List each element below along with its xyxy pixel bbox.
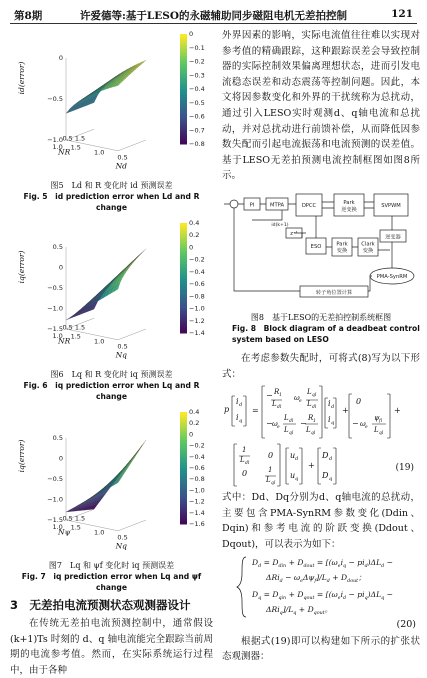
figure-7 [10,406,213,593]
colorbar-tick-label: −1.2 [189,497,205,506]
colorbar-tick-label: −0.3 [189,71,205,80]
y-tick-label: 1.0 [52,522,63,531]
x-axis-title: Nq [115,350,127,360]
svg-text:dl: dl [277,405,282,411]
surface-plot-7 [10,406,213,556]
svg-text:fl: fl [379,419,383,425]
svpwm-label: SVPWM [381,202,401,209]
colorbar-tick-label: −1.6 [189,520,205,528]
x-axis-title: Nd [115,161,127,171]
svg-text:q: q [295,476,299,483]
colorbar-tick-label: −0.1 [189,43,205,52]
z-tick-label: −1.0 [47,495,63,504]
equation-20-graphic [222,553,420,623]
svg-text:L: L [307,388,312,397]
x-tick-label: 0.5 [117,533,128,542]
colorbar-tick-label: 0 [189,430,194,439]
svg-text:d: d [239,402,243,409]
svg-text:ψ: ψ [374,414,380,423]
x-tick-label: 1.0 [94,528,105,537]
colorbar-tick-label: −1.0 [189,304,205,313]
equation-19-graphic [222,382,420,490]
y-axis-title: NR [58,147,71,157]
svg-text:L: L [272,400,277,409]
svg-text:ω: ω [360,420,366,429]
colorbar [180,408,205,528]
figure-7-caption-cn: 图7 Lq 和 ψf 变化时 iq 预测误差 [48,561,175,570]
pi-label: PI [249,202,255,209]
surface-plot-6 [10,217,213,365]
svg-text:e: e [277,425,280,431]
motor-label: PMA-SynRM [376,273,408,280]
svg-text:ω: ω [272,420,278,429]
svg-text:e: e [365,425,368,431]
dpcc-label: DPCC [301,202,317,209]
svg-text:1: 1 [268,466,273,475]
svg-text:i: i [328,399,331,409]
z-tick-label: −1.0 [47,304,63,313]
z-tick-label: −1.5 [47,325,63,333]
z-tick-label: −1.5 [47,516,63,524]
x-tick-label: 0.5 [117,342,128,351]
running-title: 许爱德等:基于LESO的永磁辅助同步磁阻电机无差拍控制 [80,10,347,22]
colorbar-tick-label: −0.6 [189,112,205,121]
svg-text:dl: dl [245,461,250,467]
svg-text:p: p [224,405,230,415]
x-tick-label: 1.5 [70,143,81,152]
park-label: Park [336,241,348,248]
svg-text:−: − [352,419,359,429]
svg-text:R: R [308,414,314,423]
z-axis-title: id(error) [17,61,26,95]
x-tick-label: 1.0 [94,148,105,157]
clark-label: Clark [361,241,375,248]
left-column [10,28,213,678]
colorbar-tick-label: −0.6 [189,464,205,472]
surface [66,249,146,320]
issue-number: 第8期 [14,10,43,22]
z-tick-label: −0.5 [47,95,63,103]
page-number: 121 [391,8,413,20]
right-paragraph-2: 在考虑参数失配时，可将式(8)写为以下形式： [222,352,420,380]
svg-text:R: R [274,388,280,397]
delay-label: z⁻¹ [290,230,298,237]
colorbar-tick-label: −1.2 [189,316,205,325]
figure-8-caption-en: Fig. 8 Block diagram of a deadbeat control system based on LESO [232,323,420,344]
figure-8-caption-cn: 图8 基于LESO的无差拍控制系统框图 [250,312,392,322]
figure-5-caption-cn: 图5 Ld 和 R 变化时 id 预测误差 [50,181,173,190]
park-inverse-label-2: 逆变换 [341,206,357,213]
svg-text:L: L [240,456,245,465]
y-tick-label: 1.0 [52,331,63,340]
svg-text:i: i [328,415,331,425]
z-tick-label: −1.0 [47,136,63,144]
svg-text:L: L [306,426,311,435]
svg-text:−: − [266,391,273,401]
right-column [222,28,420,665]
figure-5-caption-en: Fig. 5 id prediction error when Ld and R change [23,192,200,212]
colorbar-tick-label: −1.0 [189,486,205,495]
svg-text:ql: ql [312,393,317,399]
x-tick-label: 1.5 [70,332,81,341]
svg-text:d: d [331,404,335,411]
svg-text:L: L [266,476,271,485]
colorbar-tick-label: 0.4 [189,408,200,416]
colorbar-tick-label: −1.4 [189,508,205,517]
z-tick-label: 0.5 [52,243,63,251]
colorbar-tick-label: −0.7 [189,126,205,135]
equation-20 [222,553,420,623]
colorbar-tick-label: −0.4 [189,452,205,461]
equation-20-number: (20) [396,618,416,630]
svg-text:D: D [322,451,329,461]
x-axis-title: Nq [115,541,127,551]
svg-text:+: + [308,461,315,471]
colorbar-tick-label: −0.8 [189,292,205,301]
svg-text:+: + [342,406,349,416]
y-tick-label: 0.5 1.5 [62,514,86,523]
block-diagram [222,190,420,308]
svg-text:q: q [331,420,335,427]
svg-text:d: d [295,456,299,463]
colorbar-tick-label: −0.4 [189,85,205,93]
colorbar-tick-label: −0.6 [189,280,205,289]
equation-19 [222,382,420,490]
header-rule [10,23,417,24]
colorbar-tick-label: 0 [189,30,194,38]
page-header [14,8,413,22]
id-next-label: id(k+1) [271,222,289,228]
svg-text:u: u [290,451,296,461]
svg-text:q: q [239,418,243,425]
svg-text:ql: ql [289,431,294,437]
svg-text:i: i [236,397,239,407]
y-axis-title: Nψ [58,527,71,537]
svg-text:Dq = Dqin + Dqout = [(ωeid − p: $D_q = D_{qin} + D_{qout} = [(\omega_ei_d - pi_q)\Delta L_q$ − [252,589,394,601]
colorbar-tick-label: −0.2 [189,255,205,264]
right-paragraph-1: 外界因素的影响，实际电流值往往难以实现对参考值的精确跟踪，这种跟踪误差会导致控制器的实际控制效果偏离理想状态，进而引发电流稳态误差和动态震荡等控制问题。因此，本文将因参数变化和外界的干扰统称为总扰动，通过引入LESO实时观测d、q轴电流和总扰动，并对总扰动进行前馈补偿，从而降低因参数失配而引起电流振荡和电流预测的误差值。基于LESO无差拍预测电流控制框图如图8所示。 [222,30,420,182]
colorbar-tick-label: 0 [189,243,194,252]
figure-5 [10,28,213,213]
z-tick-label: −0.5 [47,284,63,292]
svg-text:−: − [266,419,273,429]
eso-label: ESO [310,243,322,250]
svg-text:1: 1 [242,446,247,455]
colorbar-tick-label: −0.4 [189,267,205,276]
surface [66,60,146,113]
colorbar-tick-label: 0.2 [189,419,200,428]
svg-text:i: i [236,413,239,423]
svg-text:D: D [322,471,329,481]
svg-text:ql: ql [379,431,384,437]
svg-text:ΔRiq]/Lq + Dqout。: $\Delta Ri_q]/L_q + D_{qout}$。 [266,604,333,616]
figure-6-caption-cn: 图6 Lq 和 R 变化时 iq 预测误差 [50,370,173,379]
svg-text:−: − [300,419,307,429]
svg-text:+: + [394,406,401,416]
svg-text:L: L [307,400,312,409]
section-heading: 3 无差拍电流预测状态观测器设计 [10,598,191,612]
svg-text:0: 0 [356,397,362,407]
figure-6-caption-en: Fig. 6 iq prediction error when Lq and R change [23,381,200,401]
svg-text:dl: dl [312,405,317,411]
clark-label-2: 变换 [362,247,374,254]
z-axis-title: iq(error) [17,439,26,473]
surface [66,440,146,512]
z-tick-label: 0.5 [52,434,63,442]
park-inverse-label: Park [343,199,355,206]
svg-text:ql: ql [271,481,276,487]
colorbar-tick-label: −0.5 [189,98,205,107]
svg-text:L: L [374,426,379,435]
y-tick-label: 1.0 [52,142,63,151]
z-tick-label: −0.5 [47,475,63,483]
figure-8 [222,190,420,345]
x-tick-label: 1.5 [70,523,81,532]
mtpa-label: MTPA [270,202,284,209]
z-tick-label: 0 [58,54,63,62]
svg-text:=: = [252,406,259,416]
svg-text:dl: dl [289,419,294,425]
figure-6 [10,217,213,402]
svg-text:L: L [284,426,289,435]
colorbar-tick-label: −0.2 [189,441,205,450]
colorbar-tick-label: −1.4 [189,329,205,337]
x-tick-label: 0.5 [117,153,128,162]
colorbar-tick-label: 0.4 [189,219,200,227]
z-axis-title: iq(error) [17,250,26,284]
section-paragraph: 在传统无差拍电流预测控制中，通常假设(k+1)Ts 时刻的 d、q 轴电流能完全跟踪当前周期的电流参考值。然而，在实际系统运行过程中，由于各种 [10,618,213,676]
svg-text:1: 1 [279,393,282,399]
svg-text:e: e [299,399,302,405]
y-axis-title: NR [58,336,71,346]
svg-text:Dd = Ddin + Ddout = [(ωeiq − p: $D_d = D_{din} + D_{dout} = [(\omega_ei_q - pi_d)\Delta L_d$ − [252,557,394,569]
colorbar [180,30,205,148]
svg-text:L: L [284,414,289,423]
colorbar-tick-label: 0.2 [189,231,200,240]
colorbar [180,219,205,337]
colorbar-tick-label: −0.8 [189,140,205,148]
y-tick-label: 0.5 1.5 [62,323,86,332]
svg-text:d: d [329,456,333,463]
svg-text:q: q [329,476,333,483]
inverter-label: 逆变器 [385,234,401,241]
colorbar-tick-label: −0.2 [189,57,205,66]
svg-text:u: u [290,471,296,481]
y-tick-label: 0.5 1.5 [62,134,86,143]
sum-junction-speed [230,200,238,208]
right-paragraph-3: 式中：Dd、Dq分别为d、q轴电流的总扰动，主要包含PMA-SynRM参数变化(Ddin、Dqin)和参考电流的阶跃变换(Ddout、Dqout)，可以表示为如下： [222,492,420,550]
colorbar-tick-label: −0.8 [189,475,205,484]
z-tick-label: 0 [58,454,63,463]
svg-text:ΔRid − ωeΔψf]/Ld + Ddout；: $\Delta Ri_d - \omega_e\Delta\psi_f]/L_d + D_{dout}$； [266,572,366,584]
park-label-2: 变换 [336,247,348,254]
z-tick-label: 0 [58,263,63,272]
surface-plot-5 [10,28,213,176]
right-paragraph-4: 根据式(19)即可以构建如下所示的扩张状态观测器： [222,635,420,663]
x-tick-label: 1.0 [94,337,105,346]
svg-text:0: 0 [242,469,248,479]
rotor-position-label: 转子角位置计算 [315,289,353,296]
equation-19-number: (19) [395,463,414,474]
svg-text:ω: ω [294,394,300,403]
svg-text:0: 0 [268,451,274,461]
svg-text:ql: ql [311,431,316,437]
figure-7-caption-en: Fig. 7 iq prediction error when Lq and ψf change [21,572,202,592]
svg-text:1: 1 [313,419,316,425]
